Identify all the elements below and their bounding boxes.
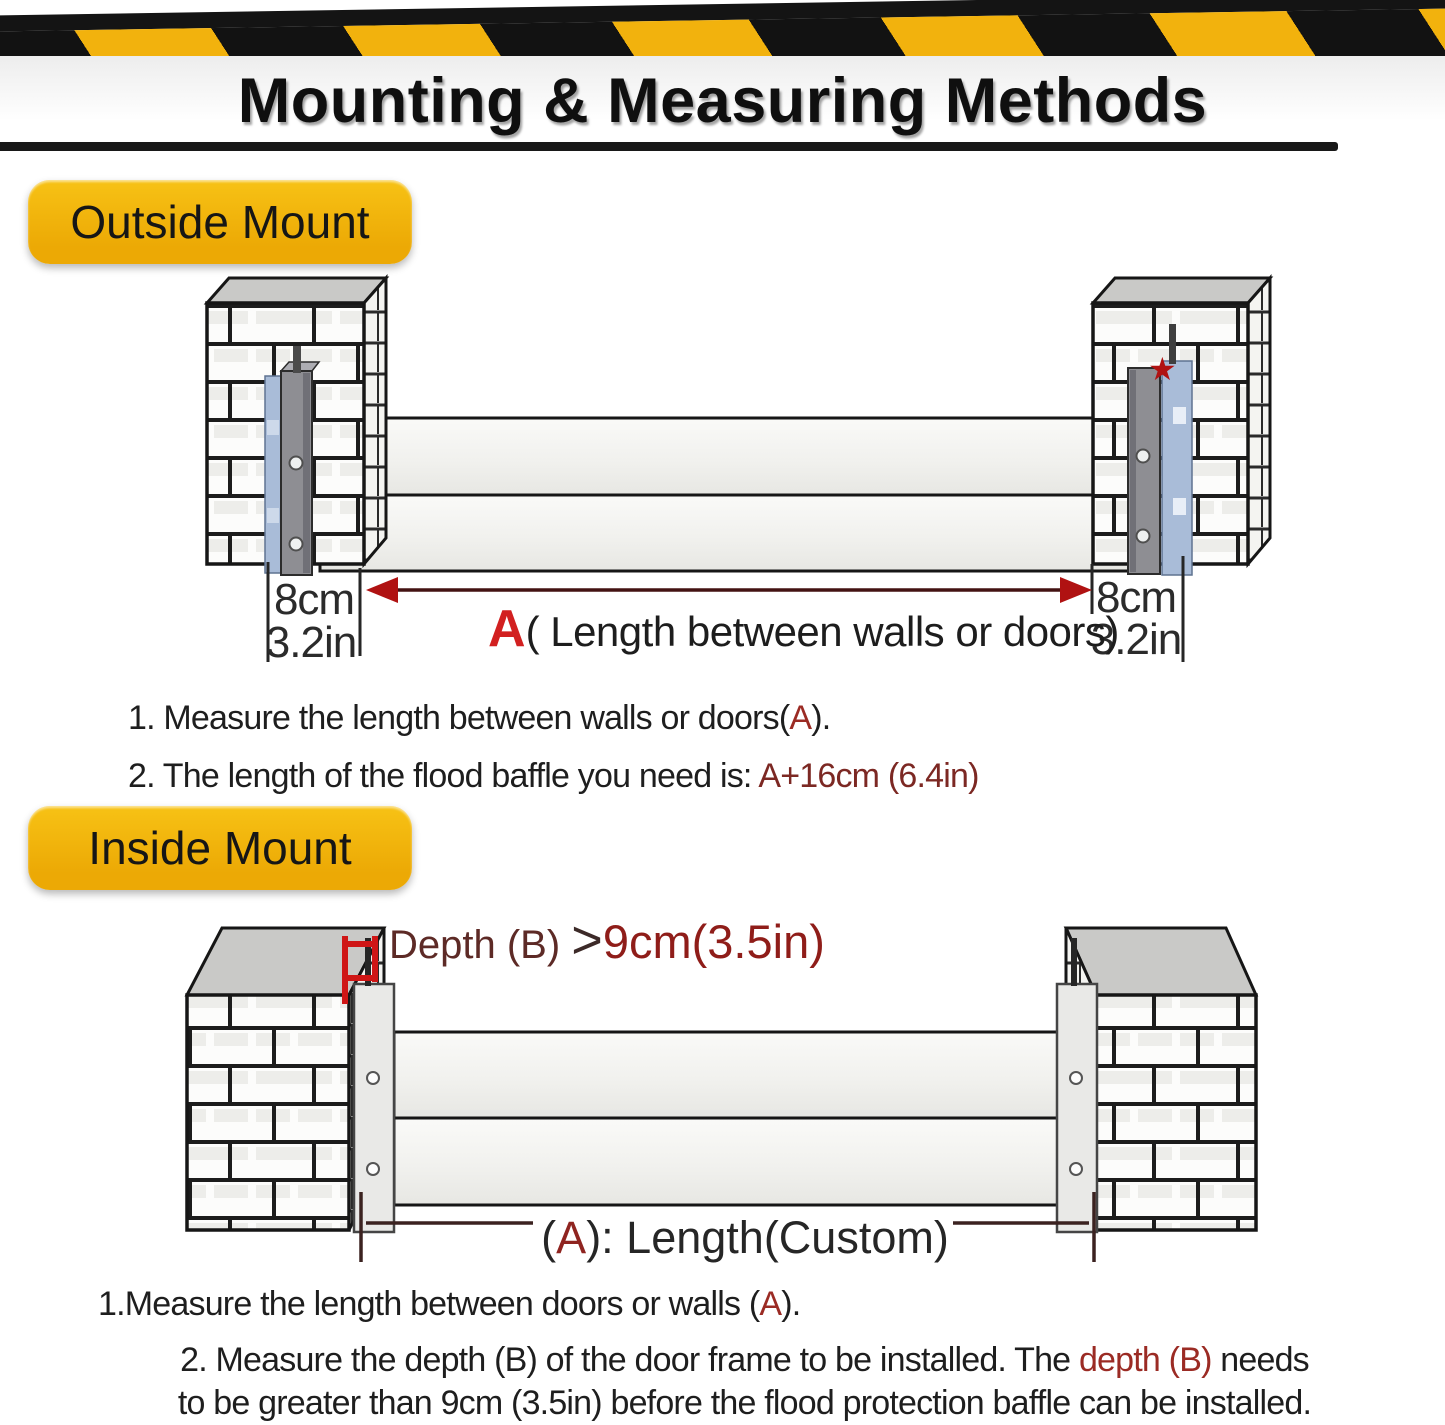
screw-hole xyxy=(367,1072,379,1084)
channel-shade xyxy=(303,373,310,573)
step-text: ). xyxy=(811,699,831,737)
left-offset-cm: 8cm xyxy=(273,575,355,624)
step-text: 1. Measure the length between walls or doors( xyxy=(128,699,790,737)
screw-hole xyxy=(367,1163,379,1175)
gasket-mark xyxy=(267,508,279,523)
inside-mount-badge: Inside Mount xyxy=(28,806,412,890)
right-brick-pillar-outside xyxy=(1093,278,1270,575)
step-text: 2. Measure the depth (B) of the door frame to be installed. The xyxy=(180,1341,1079,1379)
length-label-text: ): Length(Custom) xyxy=(586,1212,949,1263)
screw-hole xyxy=(290,538,303,551)
step-text: needs xyxy=(1211,1341,1309,1379)
gasket-mark xyxy=(267,420,279,435)
span-label-text: ( Length between walls or doors) xyxy=(525,608,1119,655)
length-label-paren: ( xyxy=(541,1212,557,1263)
outside-mount-instructions xyxy=(128,697,979,798)
flood-barrier-panels-inside xyxy=(394,1032,1059,1205)
barrier-panel-top xyxy=(394,1032,1059,1118)
gasket-strip xyxy=(1162,361,1192,575)
red-star-marker: ★ xyxy=(1148,351,1177,387)
right-offset-in: 3.2in xyxy=(1090,615,1182,664)
right-brick-pillar-inside xyxy=(1057,928,1256,1232)
barrier-panel-bottom xyxy=(394,1118,1059,1205)
depth-label: Depth (B) xyxy=(389,923,572,967)
step-formula: A+16cm (6.4in) xyxy=(758,757,979,795)
left-brick-pillar-outside xyxy=(207,278,386,575)
instruction-step xyxy=(128,755,979,798)
left-brick-pillar-inside xyxy=(187,928,394,1232)
outside-dimensions xyxy=(266,556,1183,667)
gasket-mark xyxy=(1173,498,1186,515)
locking-pin xyxy=(293,346,301,373)
span-length-label xyxy=(488,600,1119,658)
instruction-step xyxy=(128,697,979,740)
greater-than-sign: > xyxy=(571,910,603,970)
step-variable-A: A xyxy=(789,699,812,737)
pillar-front-face xyxy=(1096,995,1256,1230)
length-custom-label xyxy=(541,1212,949,1263)
barrier-panel-bottom xyxy=(320,495,1132,571)
pillar-side-face xyxy=(364,278,386,564)
instruction-step xyxy=(72,1283,1417,1326)
screw-hole xyxy=(1070,1072,1082,1084)
depth-value: 9cm(3.5in) xyxy=(602,915,825,968)
span-label-A: A xyxy=(488,600,526,658)
screw-hole xyxy=(1070,1163,1082,1175)
step-text: to be greater than 9cm (3.5in) before the flood protection baffle can be installed. xyxy=(177,1384,1312,1422)
mounting-channel xyxy=(1057,984,1097,1232)
barrier-panel-top xyxy=(320,418,1132,495)
outside-mount-diagram xyxy=(207,278,1270,667)
gasket-mark xyxy=(1173,407,1186,424)
step-text: ). xyxy=(781,1285,801,1323)
instruction-step xyxy=(72,1339,1417,1425)
channel-shade xyxy=(1130,370,1136,572)
depth-annotation xyxy=(389,910,825,970)
inside-mount-instructions xyxy=(72,1283,1417,1425)
step-text: 1.Measure the length between doors or walls ( xyxy=(98,1285,760,1323)
gasket-strip xyxy=(265,376,281,573)
flood-barrier-panels-outside xyxy=(320,418,1132,571)
screw-hole xyxy=(290,457,303,470)
outside-mount-badge: Outside Mount xyxy=(28,180,412,264)
pillar-top-face xyxy=(207,278,386,303)
left-offset-in: 3.2in xyxy=(265,618,357,667)
step-depth-b: depth (B) xyxy=(1078,1341,1212,1379)
page-title: Mounting & Measuring Methods xyxy=(0,56,1445,142)
locking-pin xyxy=(1071,938,1077,986)
step-text: 2. The length of the flood baffle you need is: xyxy=(128,757,759,795)
arrowhead-left xyxy=(366,577,398,603)
inside-mount-diagram xyxy=(187,910,1256,1263)
screw-hole xyxy=(1137,450,1150,463)
screw-hole xyxy=(1137,530,1150,543)
arrowhead-right xyxy=(1060,577,1092,603)
length-label-A: A xyxy=(556,1212,587,1263)
step-variable-A: A xyxy=(759,1285,782,1323)
pillar-side-face xyxy=(1248,278,1270,564)
right-offset-cm: 8cm xyxy=(1095,573,1177,622)
pillar-front-face xyxy=(187,995,349,1230)
pillar-top-face xyxy=(1093,278,1270,303)
